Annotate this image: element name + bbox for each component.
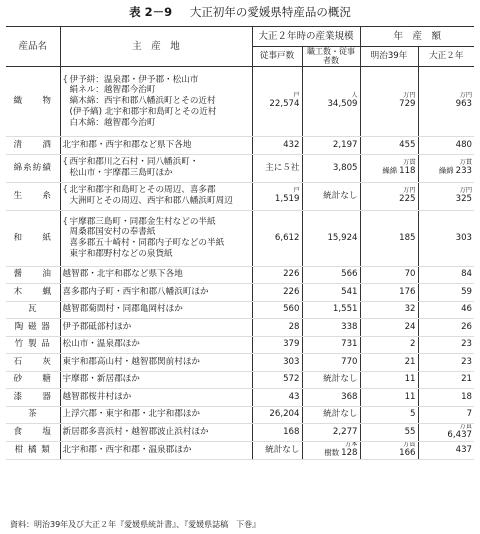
meiji39-cell-value: 118 — [399, 165, 416, 176]
meiji39-cell-value: 455 — [399, 139, 416, 150]
meiji39-cell-value: 166 — [399, 448, 416, 459]
area-line: 周桑郡国安村の奉書紙 — [69, 227, 156, 238]
workers-cell-value: 2,277 — [332, 427, 358, 438]
households-cell-value: 主に５社 — [265, 162, 300, 173]
workers-cell — [302, 336, 360, 354]
product-name-text: 茶 — [27, 409, 38, 420]
production-area — [60, 284, 252, 302]
workers-cell — [302, 389, 360, 407]
table-row — [6, 354, 474, 372]
taisho2-cell-value: 963 — [455, 99, 473, 110]
meiji39-cell — [360, 441, 418, 459]
households-cell — [252, 137, 302, 155]
production-area — [60, 336, 252, 354]
product-name-text: 漆 器 — [13, 391, 52, 402]
header-workers: 職工数・従事者数 — [302, 47, 360, 67]
workers-cell — [302, 354, 360, 372]
table-title — [0, 4, 480, 22]
meiji39-cell-value: 11 — [404, 374, 416, 385]
workers-cell-value: 1,551 — [332, 304, 358, 315]
taisho2-cell-unit: 万円 — [459, 92, 473, 100]
taisho2-cell-unit: 万貫 — [459, 423, 473, 430]
product-name-text: 和 紙 — [13, 232, 52, 243]
taisho2-cell — [418, 424, 474, 442]
meiji39-cell-value: 176 — [399, 286, 416, 297]
product-name-text: 柑 橘 類 — [14, 445, 51, 456]
product-name-text: 石 灰 — [13, 356, 52, 367]
area-line: 上浮穴郡・東宇和郡・北宇和郡ほか — [62, 409, 201, 420]
taisho2-cell-value: 233 — [455, 165, 473, 176]
product-name-text: 織 物 — [13, 96, 52, 107]
meiji39-cell — [360, 137, 418, 155]
table-row — [6, 424, 474, 442]
product-name-text: 食 塩 — [13, 427, 52, 438]
workers-cell-value: 338 — [341, 321, 358, 332]
taisho2-cell — [418, 336, 474, 354]
area-line: 宇摩郡三島町・同郡金生村などの半紙 — [69, 216, 216, 227]
workers-cell-value: 731 — [341, 339, 358, 350]
households-cell — [252, 336, 302, 354]
area-line: 喜多郡五十崎村・同郡内子町などの半紙 — [69, 238, 225, 248]
taisho2-cell-value: 23 — [461, 356, 473, 367]
header-area: 主 産 地 — [60, 27, 252, 67]
households-cell — [252, 424, 302, 442]
households-cell-value: 572 — [283, 374, 300, 385]
product-name — [6, 266, 60, 284]
taisho2-cell — [418, 389, 474, 407]
workers-cell — [302, 67, 360, 137]
households-cell-value: 43 — [288, 391, 300, 402]
taisho2-cell-prefix: 繰綿 — [438, 165, 454, 175]
meiji39-cell-value: 185 — [399, 232, 416, 243]
production-area — [60, 424, 252, 442]
table-row — [6, 266, 474, 284]
taisho2-cell — [418, 266, 474, 284]
households-cell-value: 26,204 — [269, 409, 300, 420]
brace-mark: { — [62, 157, 68, 168]
product-name — [6, 210, 60, 266]
production-area — [60, 266, 252, 284]
workers-cell-value: 統計なし — [323, 190, 358, 201]
table-row — [6, 284, 474, 302]
table-row — [6, 154, 474, 182]
product-name-text: 生 糸 — [13, 190, 52, 201]
table-row — [6, 210, 474, 266]
meiji39-cell-unit: 万貫 — [403, 158, 416, 166]
workers-cell — [302, 284, 360, 302]
workers-cell — [302, 371, 360, 389]
taisho2-cell — [418, 301, 474, 319]
production-area — [60, 137, 252, 155]
workers-cell — [302, 441, 360, 459]
area-line: 喜多郡内子町・西宇和郡八幡浜町ほか — [62, 286, 209, 297]
households-cell — [252, 441, 302, 459]
households-cell — [252, 354, 302, 372]
taisho2-cell — [418, 67, 474, 137]
workers-cell-prefix: 樹数 — [324, 448, 340, 458]
meiji39-cell-value: 32 — [404, 304, 416, 315]
table-title-text: 大正初年の愛媛県特産品の概況 — [189, 5, 351, 19]
table-row — [6, 441, 474, 459]
table-row — [6, 301, 474, 319]
meiji39-cell — [360, 319, 418, 337]
workers-cell — [302, 424, 360, 442]
meiji39-cell-value: 70 — [404, 269, 416, 280]
households-cell-value: 432 — [283, 139, 300, 150]
meiji39-cell-unit: 万貫 — [403, 441, 416, 448]
table-row — [6, 67, 474, 137]
header-households: 従事戸数 — [252, 47, 302, 67]
taisho2-cell — [418, 137, 474, 155]
taisho2-cell-value: 26 — [461, 321, 473, 332]
workers-cell — [302, 182, 360, 210]
area-line: 越智郡菊間村・同郡亀岡村ほか — [62, 304, 183, 315]
taisho2-cell — [418, 210, 474, 266]
taisho2-cell-value: 6,437 — [447, 430, 473, 441]
product-name — [6, 441, 60, 459]
area-line: 伊予絣：温泉郡・伊予郡・松山市 — [69, 74, 199, 85]
product-name — [6, 319, 60, 337]
product-name-text: 木 蝋 — [13, 286, 52, 297]
workers-cell — [302, 154, 360, 182]
taisho2-cell — [418, 406, 474, 424]
area-line: 縞木綿：西宇和郡八幡浜町とその近村 — [69, 96, 216, 107]
households-cell-value: 168 — [283, 427, 300, 438]
area-line: 新居郡多喜浜村・越智郡波止浜村ほか — [62, 427, 209, 438]
households-cell-value: 統計なし — [265, 445, 300, 456]
households-cell-value: 560 — [283, 304, 300, 315]
table-row — [6, 336, 474, 354]
product-name — [6, 406, 60, 424]
households-cell-value: 379 — [283, 339, 300, 350]
workers-cell — [302, 301, 360, 319]
workers-cell-value: 統計なし — [323, 374, 358, 385]
households-cell-value: 1,519 — [274, 193, 300, 204]
area-line: 松山市・温泉郡ほか — [62, 339, 140, 350]
taisho2-cell-unit: 万貫 — [459, 158, 473, 166]
product-name-text: 陶 磁 器 — [14, 321, 51, 332]
meiji39-cell — [360, 67, 418, 137]
workers-cell-value: 2,197 — [332, 139, 358, 150]
product-name-text: 清 酒 — [13, 139, 52, 150]
header-output-group: 年 産 額 — [360, 27, 474, 47]
header-meiji39: 明治39年 — [360, 47, 418, 67]
workers-cell-value: 368 — [341, 391, 358, 402]
header-scale-group: 大正２年時の産業規模 — [252, 27, 360, 47]
area-line: 北宇和郡・西宇和郡・温泉郡ほか — [62, 445, 192, 456]
meiji39-cell — [360, 424, 418, 442]
product-name — [6, 424, 60, 442]
area-line: 絹ネル：越智郡今治町 — [69, 85, 156, 96]
product-name-text: 綿糸紡績 — [13, 162, 52, 173]
taisho2-cell-value: 84 — [461, 269, 473, 280]
taisho2-cell-value: 437 — [455, 445, 473, 456]
table-row — [6, 406, 474, 424]
product-table — [6, 26, 474, 460]
households-cell — [252, 210, 302, 266]
meiji39-cell — [360, 371, 418, 389]
meiji39-cell — [360, 284, 418, 302]
product-name — [6, 67, 60, 137]
product-name — [6, 336, 60, 354]
area-line: 宇摩郡・新居郡ほか — [62, 374, 140, 385]
meiji39-cell-value: 11 — [404, 391, 416, 402]
brace-mark: { — [62, 216, 68, 227]
area-line: 西宇和郡川之石村・同八幡浜町・ — [69, 157, 199, 168]
households-cell-value: 6,612 — [274, 232, 300, 243]
area-line: 伊予郡砥部村ほか — [62, 321, 132, 332]
households-cell — [252, 182, 302, 210]
taisho2-cell-value: 23 — [461, 339, 473, 350]
product-name — [6, 284, 60, 302]
meiji39-cell — [360, 210, 418, 266]
area-line: 北宇和郡・西宇和郡など県下各地 — [62, 139, 192, 150]
taisho2-cell — [418, 182, 474, 210]
workers-cell — [302, 137, 360, 155]
meiji39-cell-value: 225 — [399, 193, 416, 204]
taisho2-cell-unit: 万円 — [459, 186, 473, 194]
table-number: 表 2－9 — [129, 5, 173, 19]
production-area — [60, 389, 252, 407]
production-area — [60, 210, 252, 266]
workers-cell — [302, 266, 360, 284]
meiji39-cell — [360, 154, 418, 182]
households-cell-value: 226 — [283, 286, 300, 297]
taisho2-cell — [418, 354, 474, 372]
meiji39-cell — [360, 336, 418, 354]
production-area — [60, 441, 252, 459]
households-cell — [252, 266, 302, 284]
table-row — [6, 182, 474, 210]
production-area — [60, 67, 252, 137]
brace-mark: { — [62, 74, 68, 85]
area-line: (伊予縞) 北宇和郡宇和島町とその近村 — [69, 106, 217, 117]
taisho2-cell — [418, 154, 474, 182]
taisho2-cell-value: 21 — [461, 374, 473, 385]
workers-cell-value: 566 — [341, 269, 358, 280]
workers-cell-value: 128 — [341, 448, 358, 459]
product-name — [6, 182, 60, 210]
households-cell — [252, 319, 302, 337]
households-cell-value: 22,574 — [269, 99, 300, 110]
production-area — [60, 182, 252, 210]
taisho2-cell-value: 46 — [461, 304, 473, 315]
taisho2-cell-value: 7 — [466, 409, 473, 420]
households-cell — [252, 154, 302, 182]
product-name — [6, 154, 60, 182]
workers-cell — [302, 406, 360, 424]
meiji39-cell-value: 2 — [410, 339, 416, 350]
workers-cell-value: 15,924 — [327, 232, 358, 243]
table-body — [6, 67, 474, 460]
product-name-text: 醤 油 — [13, 269, 52, 280]
households-cell — [252, 67, 302, 137]
product-name — [6, 389, 60, 407]
table-row — [6, 137, 474, 155]
workers-cell-value: 541 — [341, 286, 358, 297]
area-line: 白木綿：越智郡今治町 — [69, 117, 156, 128]
workers-cell-value: 統計なし — [323, 409, 358, 420]
production-area — [60, 154, 252, 182]
taisho2-cell — [418, 441, 474, 459]
meiji39-cell — [360, 406, 418, 424]
meiji39-cell — [360, 301, 418, 319]
table-row — [6, 319, 474, 337]
meiji39-cell-unit: 万円 — [403, 186, 416, 194]
workers-cell-value: 3,805 — [332, 162, 358, 173]
workers-cell — [302, 210, 360, 266]
product-name-text: 瓦 — [27, 304, 38, 315]
area-line: 越智郡・北宇和郡など県下各地 — [62, 269, 183, 280]
production-area — [60, 371, 252, 389]
area-line: 越智郡桜井村ほか — [62, 391, 132, 402]
header-taisho2: 大正２年 — [418, 47, 474, 67]
table-row — [6, 371, 474, 389]
production-area — [60, 319, 252, 337]
households-cell-value: 226 — [283, 269, 300, 280]
taisho2-cell — [418, 371, 474, 389]
households-cell-value: 303 — [283, 356, 300, 367]
production-area — [60, 354, 252, 372]
header-product: 産品名 — [6, 27, 60, 67]
meiji39-cell — [360, 182, 418, 210]
workers-cell-unit: 万本 — [345, 441, 358, 448]
meiji39-cell-unit: 万円 — [403, 92, 416, 100]
meiji39-cell-value: 5 — [410, 409, 416, 420]
taisho2-cell-value: 480 — [455, 139, 473, 150]
workers-cell-value: 34,509 — [327, 99, 358, 110]
households-cell — [252, 389, 302, 407]
households-cell-unit: 戸 — [293, 92, 300, 100]
households-cell-value: 28 — [288, 321, 300, 332]
source-note: 資料：明治39年及び大正２年『愛媛県統計書』、『愛媛県誌稿 下巻』 — [10, 520, 261, 529]
meiji39-cell-value: 24 — [404, 321, 416, 332]
households-cell — [252, 406, 302, 424]
meiji39-cell-value: 55 — [404, 427, 416, 438]
taisho2-cell-value: 18 — [461, 391, 473, 402]
households-cell — [252, 371, 302, 389]
meiji39-cell — [360, 266, 418, 284]
product-name-text: 砂 糖 — [13, 374, 52, 385]
meiji39-cell-prefix: 繰綿 — [382, 165, 398, 175]
workers-cell — [302, 319, 360, 337]
taisho2-cell — [418, 319, 474, 337]
area-line: 北宇和郡宇和島町とその周辺、喜多郡 — [69, 185, 216, 196]
area-line: 松山市・宇摩郡三島町ほか — [69, 168, 173, 178]
product-name — [6, 137, 60, 155]
taisho2-cell-value: 303 — [455, 232, 473, 243]
workers-cell-value: 770 — [341, 356, 358, 367]
taisho2-cell-value: 59 — [461, 286, 473, 297]
meiji39-cell-value: 729 — [399, 99, 416, 110]
taisho2-cell-value: 325 — [455, 193, 473, 204]
households-cell-unit: 戸 — [293, 186, 300, 194]
product-name-text: 竹 製 品 — [14, 339, 51, 350]
taisho2-cell — [418, 284, 474, 302]
area-line: 東宇和郡野村などの泉貨紙 — [69, 248, 173, 259]
meiji39-cell — [360, 389, 418, 407]
product-name — [6, 301, 60, 319]
households-cell — [252, 284, 302, 302]
area-line: 東宇和郡高山村・越智郡関前村ほか — [62, 356, 201, 367]
brace-mark: { — [62, 185, 68, 196]
production-area — [60, 406, 252, 424]
households-cell — [252, 301, 302, 319]
product-name — [6, 371, 60, 389]
meiji39-cell — [360, 354, 418, 372]
table-row — [6, 389, 474, 407]
production-area — [60, 301, 252, 319]
area-line: 大洲町とその周辺、西宇和郡八幡浜町周辺 — [69, 196, 233, 206]
workers-cell-unit: 人 — [351, 92, 358, 100]
product-name — [6, 354, 60, 372]
meiji39-cell-value: 21 — [404, 356, 416, 367]
